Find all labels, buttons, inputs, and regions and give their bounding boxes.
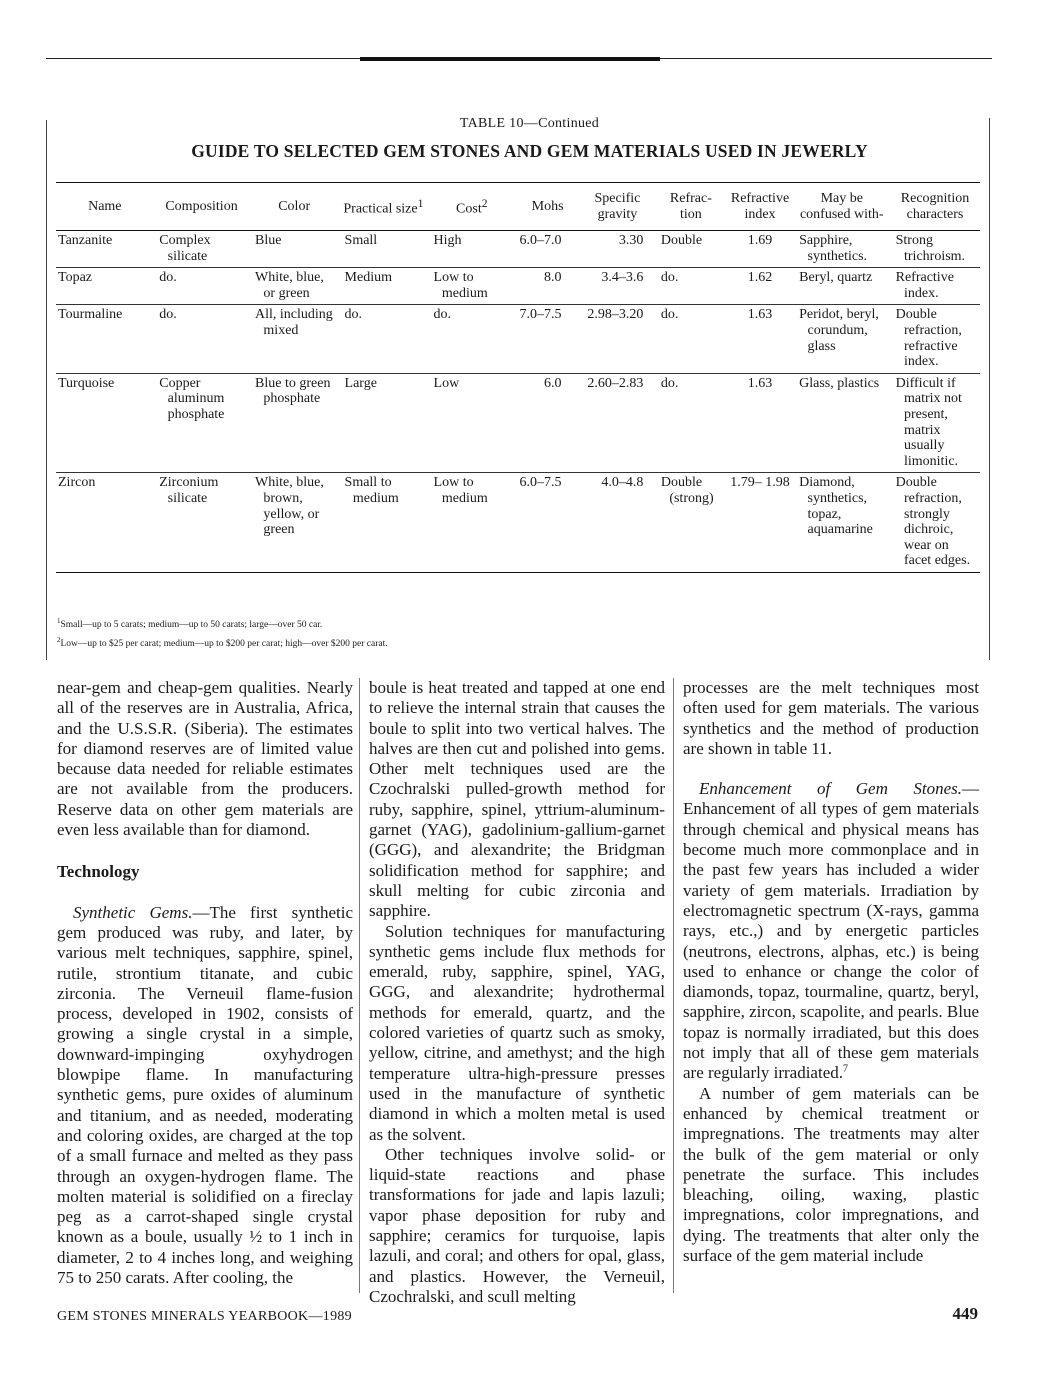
cell-cost: High xyxy=(428,231,516,268)
text-column-2 xyxy=(369,678,665,1307)
cell-recognition: Strong trichroism. xyxy=(890,231,980,268)
cell-color: All, including mixed xyxy=(249,305,339,373)
running-footer: GEM STONES MINERALS YEARBOOK—1989 xyxy=(57,1309,352,1324)
paragraph xyxy=(683,779,979,1083)
paragraph-text: —Enhancement of all types of gem materials through chemical and physical means has become much more commonplace and in the past few years has included a wider variety of gem materials. Irradiation by electromagnetic spectrum (X-rays, gamma rays, etc.,) and by energetic particles (neutrons, electrons, alphas, etc.) is being used to enhance or change the color of diamonds, topaz, tourmaline, quartz, beryl, sapphire, zircon, scapolite, and pearls. Blue topaz is normally irradiated, but this does not imply that all of these gem materials are regularly irradiated. xyxy=(683,779,979,1083)
synthetic-gems-heading: Synthetic Gems. xyxy=(73,902,193,922)
technology-heading: Technology xyxy=(57,862,140,882)
cell-confused: Beryl, quartz xyxy=(794,268,890,305)
cell-composition: do. xyxy=(154,268,250,305)
cell-refraction: Double (strong) xyxy=(655,473,726,573)
table-footnotes xyxy=(57,614,388,652)
cell-cost: Low xyxy=(428,373,516,473)
table-row xyxy=(56,268,980,305)
cell-refraction: do. xyxy=(655,373,726,473)
cell-mohs: 6.0–7.0 xyxy=(516,231,580,268)
table-title: GUIDE TO SELECTED GEM STONES AND GEM MATERIALS USED IN JEWERLY xyxy=(191,141,868,161)
footnote-1 xyxy=(57,614,388,633)
enhancement-heading: Enhancement of Gem Stones. xyxy=(699,779,962,799)
cell-refraction: do. xyxy=(655,305,726,373)
text-column-3 xyxy=(683,678,979,1266)
column-divider xyxy=(673,678,674,1293)
header-size xyxy=(339,183,428,231)
header-size-label: Practical size xyxy=(343,202,418,218)
cell-composition: Copper aluminum phosphate xyxy=(154,373,250,473)
header-mohs: Mohs xyxy=(516,183,580,231)
reference-mark: 7 xyxy=(843,1063,848,1075)
cell-index: 1.63 xyxy=(727,373,794,473)
cell-name: Tanzanite xyxy=(56,231,154,268)
gem-table xyxy=(56,182,980,573)
table-frame-right xyxy=(989,118,990,660)
cell-gravity: 2.98–3.20 xyxy=(580,305,656,373)
paragraph: near-gem and cheap-gem qualities. Nearly all of the reserves are in Australia, Africa, and the U.S.S.R. (Siberia). The estimates for diamond reserves are of limited value because data needed for reliable estimates are not available from the producers. Reserve data on other gem materials are even less available than for diamond. xyxy=(57,678,353,840)
header-color: Color xyxy=(249,183,339,231)
footnote-2-mark: 2 xyxy=(57,636,61,645)
cell-color: White, blue, or green xyxy=(249,268,339,305)
cell-size: Medium xyxy=(339,268,428,305)
cell-gravity: 3.4–3.6 xyxy=(580,268,656,305)
footnote-1-text: Small—up to 5 carats; medium—up to 50 carats; large—over 50 car. xyxy=(60,620,323,631)
header-gravity: Specific gravity xyxy=(580,183,656,231)
cell-color: White, blue, brown, yellow, or green xyxy=(249,473,339,573)
cell-composition: Complex silicate xyxy=(154,231,250,268)
cell-name: Turquoise xyxy=(56,373,154,473)
footnote-1-mark: 1 xyxy=(57,617,61,625)
footnote-2 xyxy=(57,633,388,652)
cell-confused: Glass, plastics xyxy=(794,373,890,473)
cell-index: 1.79– 1.98 xyxy=(727,473,794,573)
header-confused: May be confused with- xyxy=(794,183,890,231)
header-cost-note: 2 xyxy=(481,197,488,211)
header-name: Name xyxy=(56,183,154,231)
cell-gravity: 3.30 xyxy=(580,231,656,268)
cell-recognition: Double refraction, strongly dichroic, wear on facet edges. xyxy=(890,473,980,573)
paragraph-text: —The first synthetic gem produced was ruby, and later, by various melt techniques, sapphire, spinel, rutile, strontium titanate, and cubic zirconia. The Verneuil flame-fusion process, developed in 1902, consists of growing a single crystal in a simple, downward-impinging oxyhydrogen blowpipe flame. In manufacturing synthetic gems, pure oxides of aluminum and titanium, and as needed, moderating and coloring oxides, are charged at the top of a small furnace and melted as they pass through an oxygen-hydrogen flame. The molten material is solidified on a fireclay peg as a carrot-shaped single crystal known as a boule, usually ½ to 1 inch in diameter, 2 to 4 inches long, and weighing 75 to 250 carats. After cooling, the xyxy=(57,902,353,1288)
paragraph: boule is heat treated and tapped at one end to relieve the internal strain that causes the boule to split into two vertical halves. The halves are then cut and polished into gems. Other melt techniques used are the Czochralski pulled-growth method for ruby, sapphire, spinel, yttrium-aluminum-garnet (YAG), gadolinium-gallium-garnet (GGG), and alexandrite; the Bridgman solidification method for sapphire; and skull melting for cubic zirconia and sapphire. xyxy=(369,678,665,921)
cell-recognition: Double refraction, refractive index. xyxy=(890,305,980,373)
table-header-row xyxy=(56,183,980,231)
header-composition: Composition xyxy=(154,183,250,231)
cell-composition: do. xyxy=(154,305,250,373)
cell-recognition: Refractive index. xyxy=(890,268,980,305)
cell-size: Small xyxy=(339,231,428,268)
page-number: 449 xyxy=(952,1304,978,1323)
cell-confused: Diamond, synthetics, topaz, aquamarine xyxy=(794,473,890,573)
cell-index: 1.63 xyxy=(727,305,794,373)
cell-mohs: 6.0–7.5 xyxy=(516,473,580,573)
cell-size: do. xyxy=(339,305,428,373)
cell-cost: Low to medium xyxy=(428,268,516,305)
paragraph: A number of gem materials can be enhanced by chemical treatment or impregnations. The treatments may alter the bulk of the gem material or only penetrate the surface. This includes bleaching, oiling, waxing, plastic impregnations, color impregnations, and dying. The treatments that alter only the surface of the gem material include xyxy=(683,1083,979,1266)
cell-composition: Zirconium silicate xyxy=(154,473,250,573)
top-rule-accent xyxy=(360,57,660,61)
table-row xyxy=(56,305,980,373)
cell-gravity: 4.0–4.8 xyxy=(580,473,656,573)
header-recognition: Recognition characters xyxy=(890,183,980,231)
paragraph: processes are the melt techniques most often used for gem materials. The various synthetics and the method of production are shown in table 11. xyxy=(683,678,979,758)
cell-cost: Low to medium xyxy=(428,473,516,573)
cell-cost: do. xyxy=(428,305,516,373)
table-row xyxy=(56,473,980,573)
cell-confused: Peridot, beryl, corundum, glass xyxy=(794,305,890,373)
cell-confused: Sapphire, synthetics. xyxy=(794,231,890,268)
cell-size: Large xyxy=(339,373,428,473)
cell-mohs: 8.0 xyxy=(516,268,580,305)
footnote-2-text: Low—up to $25 per carat; medium—up to $200 per carat; high—over $200 per carat. xyxy=(60,639,388,650)
paragraph xyxy=(57,903,353,1289)
cell-recognition: Difficult if matrix not present, matrix usually limonitic. xyxy=(890,373,980,473)
text-column-1 xyxy=(57,678,353,1288)
header-cost-label: Cost xyxy=(456,202,482,218)
cell-gravity: 2.60–2.83 xyxy=(580,373,656,473)
cell-name: Zircon xyxy=(56,473,154,573)
cell-name: Topaz xyxy=(56,268,154,305)
cell-refraction: Double xyxy=(655,231,726,268)
column-divider xyxy=(359,678,360,1293)
header-cost xyxy=(428,183,516,231)
cell-index: 1.62 xyxy=(727,268,794,305)
paragraph: Other techniques involve solid- or liquid-state reactions and phase transformations for jade and lapis lazuli; vapor phase deposition for ruby and sapphire; ceramics for turquoise, lapis lazuli, and coral; and others for opal, glass, and plastics. However, the Verneuil, Czochralski, and scull melting xyxy=(369,1144,665,1306)
cell-index: 1.69 xyxy=(727,231,794,268)
paragraph: Solution techniques for manufacturing synthetic gems include flux methods for emerald, ruby, sapphire, spinel, YAG, GGG, and alexandrite; hydrothermal methods for emerald, quartz, and the colored varieties of quartz such as smoky, yellow, citrine, and amethyst; and the high temperature ultra-high-pressure presses used in the manufacture of synthetic diamond in which a molten metal is used as the solvent. xyxy=(369,921,665,1144)
table-row xyxy=(56,231,980,268)
table-row xyxy=(56,373,980,473)
header-size-note: 1 xyxy=(417,197,424,211)
cell-mohs: 6.0 xyxy=(516,373,580,473)
header-refraction: Refrac- tion xyxy=(655,183,726,231)
header-index: Refractive index xyxy=(727,183,794,231)
cell-mohs: 7.0–7.5 xyxy=(516,305,580,373)
table-frame-left xyxy=(46,120,47,660)
cell-color: Blue xyxy=(249,231,339,268)
table-continued-label: TABLE 10—Continued xyxy=(459,116,600,131)
cell-refraction: do. xyxy=(655,268,726,305)
cell-color: Blue to green phosphate xyxy=(249,373,339,473)
cell-name: Tourmaline xyxy=(56,305,154,373)
cell-size: Small to medium xyxy=(339,473,428,573)
